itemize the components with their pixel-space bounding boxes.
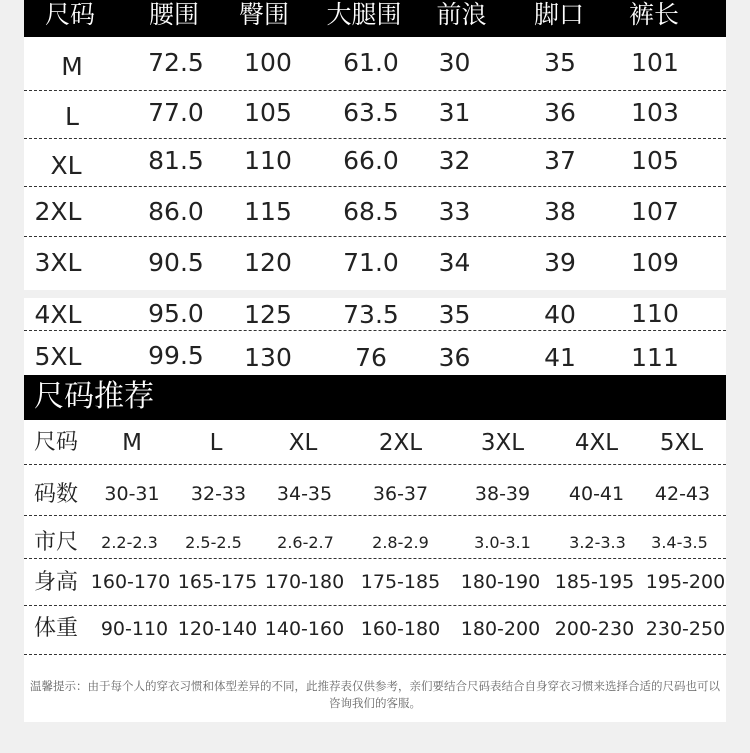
row-l-size: L [65,102,79,131]
header-thigh: 大腿围 [326,0,402,29]
row-2xl-rise: 33 [438,197,471,226]
row-xl-leg-opening: 37 [544,146,576,175]
divider [24,605,726,606]
recommend-cell: 160-170 [90,571,171,593]
row-2xl-waist: 86.0 [148,197,204,226]
row-5xl-rise: 36 [438,343,471,372]
recommend-cell: 36-37 [372,483,429,505]
row-xl-waist: 81.5 [148,146,204,175]
row-xl-hip: 110 [244,146,292,175]
row-2xl-leg-opening: 38 [544,197,576,226]
row-3xl-waist: 90.5 [148,248,204,277]
row-3xl-leg-opening: 39 [544,248,576,277]
row-4xl-leg-opening: 40 [544,300,576,329]
recommend-cell: 3.4-3.5 [651,533,708,552]
recommend-cell: 2.2-2.3 [101,533,158,552]
recommend-cell: 160-180 [360,618,441,640]
size-advice-note: 温馨提示：由于每个人的穿衣习惯和体型差异的不同，此推荐表仅供参考，亲们要结合尺码表结合自身穿衣习惯来选择合适的尺码也可以咨询我们的客服。 [30,679,720,710]
recommend-cell: 180-200 [460,618,541,640]
size-table-header [24,0,726,37]
divider [24,515,726,516]
recommend-row-label-shichi: 市尺 [34,530,79,555]
row-l-hip: 105 [244,98,292,127]
recommend-header-m: M [122,430,142,456]
recommend-cell: 185-195 [554,571,635,593]
divider [24,236,726,237]
row-l-length: 103 [631,98,679,127]
recommend-header-4xl: 4XL [574,430,619,456]
recommend-row-label-height: 身高 [34,570,79,595]
recommend-header-label: 尺码 [34,430,79,455]
recommend-cell: 3.0-3.1 [474,533,531,552]
row-xl-size: XL [50,151,82,180]
header-leg-opening: 脚口 [533,0,584,29]
row-l-rise: 31 [438,98,471,127]
row-l-leg-opening: 36 [544,98,576,127]
row-m-waist: 72.5 [148,48,204,77]
row-xl-rise: 32 [438,146,471,175]
row-l-waist: 77.0 [148,98,204,127]
divider [24,186,726,187]
header-hip: 臀围 [238,0,289,29]
recommend-cell: 34-35 [276,483,333,505]
row-3xl-size: 3XL [34,248,82,277]
row-3xl-length: 109 [631,248,679,277]
divider [24,654,726,655]
recommend-title-bar [24,375,726,420]
size-table-card-top [24,0,726,290]
recommend-row-label-pants-size: 码数 [34,482,79,507]
recommend-cell: 230-250 [645,618,726,640]
recommend-cell: 38-39 [474,483,531,505]
recommend-row-label-weight: 体重 [34,616,79,641]
recommend-cell: 140-160 [264,618,345,640]
recommend-cell: 3.2-3.3 [569,533,626,552]
header-waist: 腰围 [148,0,199,29]
row-m-leg-opening: 35 [544,48,576,77]
row-2xl-length: 107 [631,197,679,226]
row-xl-length: 105 [631,146,679,175]
divider [24,90,726,91]
divider [24,464,726,465]
recommend-cell: 165-175 [177,571,258,593]
recommend-header-xl: XL [288,430,318,456]
row-m-size: M [61,52,83,81]
row-5xl-hip: 130 [244,343,292,372]
recommend-cell: 90-110 [100,618,169,640]
recommend-cell: 40-41 [568,483,625,505]
recommend-cell: 120-140 [177,618,258,640]
row-5xl-leg-opening: 41 [544,343,576,372]
row-3xl-thigh: 71.0 [343,248,399,277]
row-4xl-waist: 95.0 [148,299,204,328]
row-4xl-length: 110 [631,299,679,328]
recommend-cell: 2.5-2.5 [185,533,242,552]
recommend-header-2xl: 2XL [378,430,423,456]
row-m-length: 101 [631,48,679,77]
recommend-cell: 195-200 [645,571,726,593]
divider [24,138,726,139]
row-m-hip: 100 [244,48,292,77]
recommend-header-l: L [209,430,223,456]
recommend-cell: 175-185 [360,571,441,593]
row-5xl-waist: 99.5 [148,341,204,370]
row-4xl-hip: 125 [244,300,292,329]
header-length: 裤长 [628,0,679,29]
row-m-thigh: 61.0 [343,48,399,77]
row-4xl-rise: 35 [438,300,471,329]
divider [24,558,726,559]
recommend-cell: 2.6-2.7 [277,533,334,552]
recommend-cell: 42-43 [654,483,711,505]
row-5xl-size: 5XL [34,342,82,371]
row-3xl-hip: 120 [244,248,292,277]
row-xl-thigh: 66.0 [343,146,399,175]
divider [24,330,726,331]
recommend-cell: 180-190 [460,571,541,593]
recommend-cell: 200-230 [554,618,635,640]
recommend-cell: 30-31 [104,483,160,505]
row-2xl-thigh: 68.5 [343,197,399,226]
row-l-thigh: 63.5 [343,98,399,127]
recommend-title: 尺码推荐 [34,379,154,414]
row-4xl-thigh: 73.5 [343,300,399,329]
recommend-cell: 2.8-2.9 [372,533,429,552]
row-2xl-size: 2XL [34,197,82,226]
header-size: 尺码 [44,0,95,29]
row-3xl-rise: 34 [438,248,471,277]
row-2xl-hip: 115 [244,197,292,226]
recommend-header-5xl: 5XL [659,430,704,456]
recommend-header-3xl: 3XL [480,430,525,456]
row-4xl-size: 4XL [34,300,82,329]
row-5xl-length: 111 [631,343,679,372]
row-m-rise: 30 [438,48,471,77]
recommend-cell: 170-180 [264,571,345,593]
row-5xl-thigh: 76 [355,343,387,372]
recommend-cell: 32-33 [190,483,247,505]
header-rise: 前浪 [436,0,487,29]
